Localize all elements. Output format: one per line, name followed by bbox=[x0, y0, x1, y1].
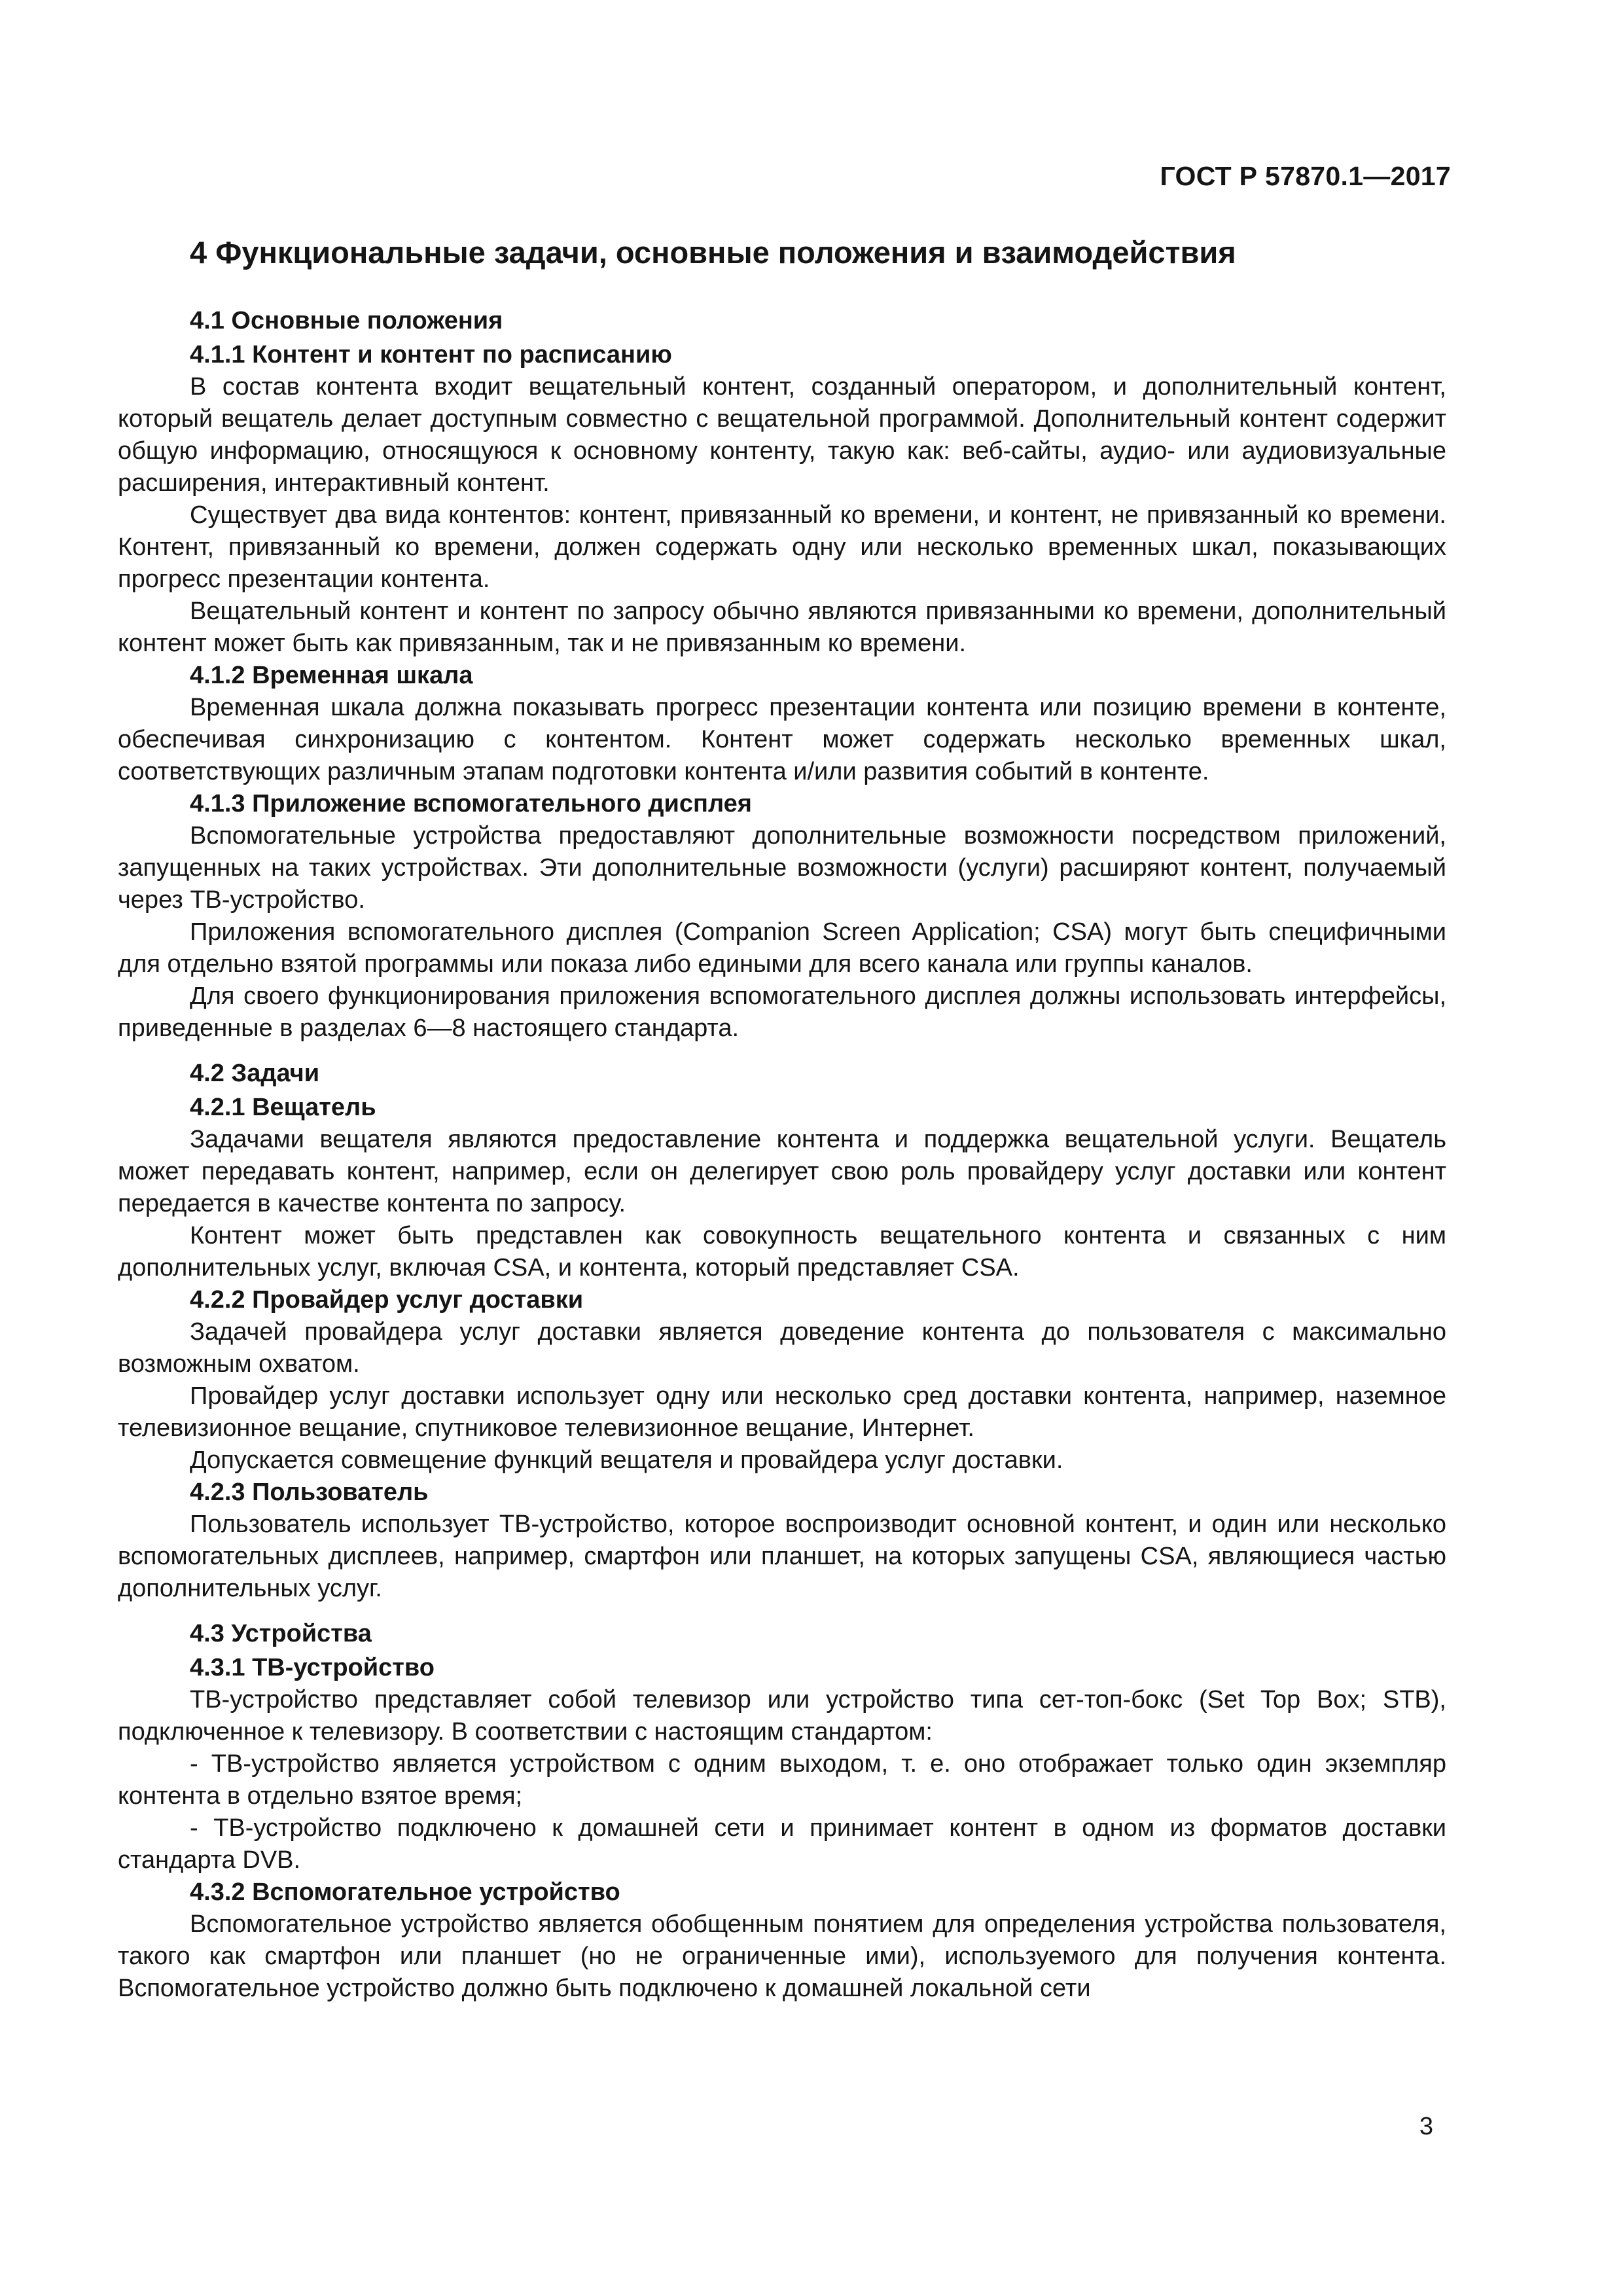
document-code: ГОСТ Р 57870.1—2017 bbox=[1160, 161, 1451, 191]
page-number: 3 bbox=[1419, 2113, 1433, 2140]
paragraph: В состав контента входит вещательный контент, созданный оператором, и дополнительный контент, который вещатель делает доступным совместно с вещательной программой. Дополнительный контент содержит общую информацию, относящуюся к основному контенту, такую как: веб-сайты, аудио- или аудиовизуальные расширения, интерактивный контент. bbox=[118, 373, 1446, 497]
clause-4-2-2-title: 4.2.2 Провайдер услуг доставки bbox=[190, 1286, 584, 1314]
paragraph: - ТВ-устройство является устройством с одним выходом, т. е. оно отображает только один экземпляр контента в отдельно взятое время; bbox=[118, 1750, 1446, 1810]
paragraph: ТВ-устройство представляет собой телевизор или устройство типа сет-топ-бокс (Set Top Box; STB), подключенное к телевизору. В соответствии с настоящим стандартом: bbox=[118, 1686, 1446, 1746]
paragraph: Временная шкала должна показывать прогресс презентации контента или позицию времени в контенте, обеспечивая синхронизацию с контентом. Контент может содержать несколько временных шкал, соответствующих различным этапам подготовки контента и/или развития событий в контенте. bbox=[118, 694, 1446, 785]
subsection-4-2-title: 4.2 Задачи bbox=[190, 1060, 320, 1087]
section-title: 4 Функциональные задачи, основные положения и взаимодействия bbox=[190, 235, 1236, 270]
paragraph: Провайдер услуг доставки использует одну или несколько сред доставки контента, например, наземное телевизионное вещание, спутниковое телевизионное вещание, Интернет. bbox=[118, 1382, 1446, 1442]
paragraph: Задачами вещателя являются предоставление контента и поддержка вещательной услуги. Вещатель может передавать контент, например, если он делегирует свою роль провайдеру услуг доставки или контент передается в качестве контента по запросу. bbox=[118, 1126, 1446, 1217]
clause-4-2-3-title: 4.2.3 Пользователь bbox=[190, 1479, 429, 1506]
subsection-4-1-title: 4.1 Основные положения bbox=[190, 307, 503, 334]
paragraph: Для своего функционирования приложения вспомогательного дисплея должны использовать интерфейсы, приведенные в разделах 6—8 настоящего стандарта. bbox=[118, 982, 1446, 1042]
spacer bbox=[118, 1045, 1446, 1051]
subsection-4-3-title: 4.3 Устройства bbox=[190, 1620, 372, 1647]
paragraph: Вспомогательное устройство является обобщенным понятием для определения устройства пользователя, такого как смартфон или планшет (но не ограниченные ими), используемого для получения контента. Вспомогательное устройство должно быть подключено к домашней локальной сети bbox=[118, 1910, 1446, 2002]
clause-4-3-1-title: 4.3.1 ТВ-устройство bbox=[190, 1654, 435, 1681]
clause-4-3-2-title: 4.3.2 Вспомогательное устройство bbox=[190, 1878, 620, 1906]
spacer bbox=[118, 1605, 1446, 1611]
document-body bbox=[118, 234, 1446, 2005]
paragraph: Допускается совмещение функций вещателя и провайдера услуг доставки. bbox=[190, 1446, 1063, 1474]
clause-4-2-1-title: 4.2.1 Вещатель bbox=[190, 1094, 376, 1121]
paragraph: Вспомогательные устройства предоставляют дополнительные возможности посредством приложений, запущенных на таких устройствах. Эти дополнительные возможности (услуги) расширяют контент, получаемый через ТВ-устройство. bbox=[118, 822, 1446, 914]
paragraph: Существует два вида контентов: контент, привязанный ко времени, и контент, не привязанный ко времени. Контент, привязанный ко времени, должен содержать одну или несколько временных шкал, показывающих прогресс презентации контента. bbox=[118, 501, 1446, 593]
paragraph: Контент может быть представлен как совокупность вещательного контента и связанных с ним дополнительных услуг, включая CSA, и контента, который представляет CSA. bbox=[118, 1222, 1446, 1282]
paragraph: - ТВ-устройство подключено к домашней сети и принимает контент в одном из форматов доставки стандарта DVB. bbox=[118, 1814, 1446, 1874]
paragraph: Задачей провайдера услуг доставки является доведение контента до пользователя с максимально возможным охватом. bbox=[118, 1318, 1446, 1378]
paragraph: Приложения вспомогательного дисплея (Companion Screen Application; CSA) могут быть специфичными для отдельно взятой программы или показа либо едиными для всего канала или группы каналов. bbox=[118, 918, 1446, 978]
clause-4-1-3-title: 4.1.3 Приложение вспомогательного дисплея bbox=[190, 790, 752, 817]
clause-4-1-2-title: 4.1.2 Временная шкала bbox=[190, 662, 473, 689]
paragraph: Вещательный контент и контент по запросу обычно являются привязанными ко времени, дополнительный контент может быть как привязанным, так и не привязанным ко времени. bbox=[118, 598, 1446, 657]
clause-4-1-1-title: 4.1.1 Контент и контент по расписанию bbox=[190, 341, 672, 368]
paragraph: Пользователь использует ТВ-устройство, которое воспроизводит основной контент, и один или несколько вспомогательных дисплеев, например, смартфон или планшет, на которых запущены CSA, являющиеся частью дополнительных услуг. bbox=[118, 1511, 1446, 1602]
